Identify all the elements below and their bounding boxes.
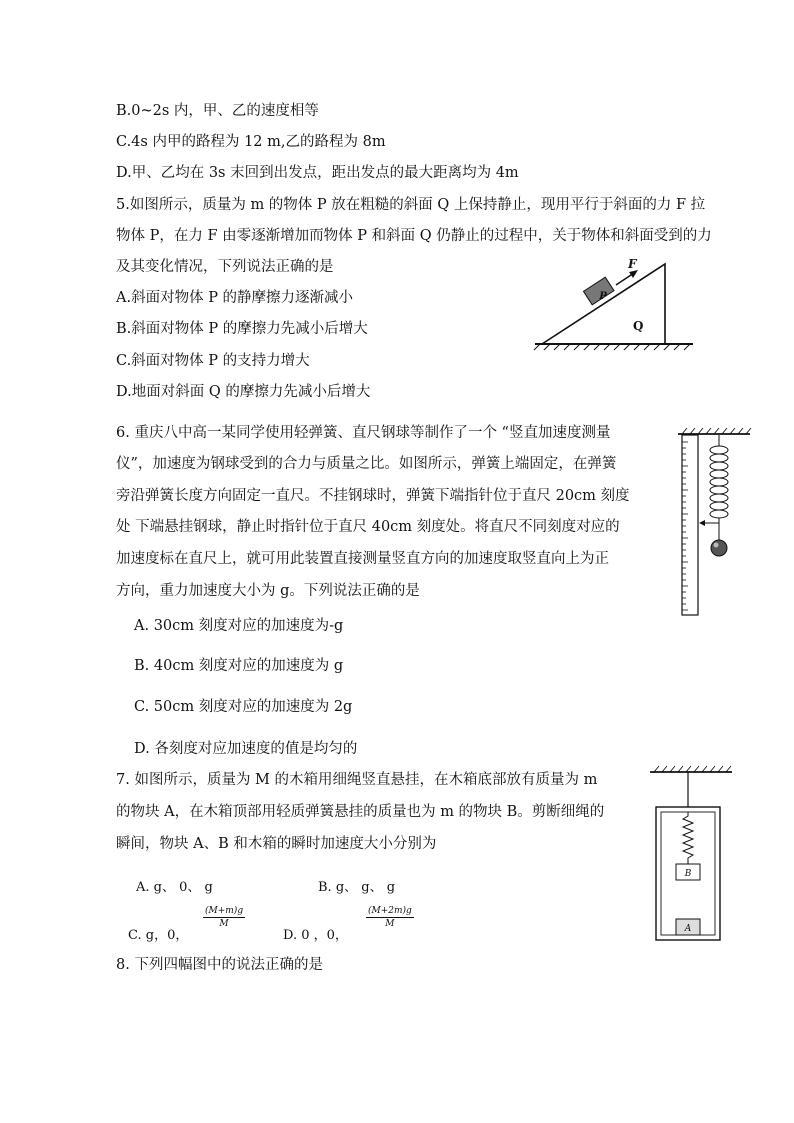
q7-option-c-fraction xyxy=(203,906,245,929)
q6-option-b: B. 40cm 刻度对应的加速度为 g xyxy=(134,658,344,674)
ruler xyxy=(682,435,698,615)
q5-stem-line-1: 5.如图所示，质量为 m 的物体 P 放在粗糙的斜面 Q 上保持静止，现用平行于斜面的力 F 拉 xyxy=(116,197,706,213)
q6-option-c: C. 50cm 刻度对应的加速度为 2g xyxy=(134,699,353,715)
q4-option-b: B.0~2s 内，甲、乙的速度相等 xyxy=(116,103,319,119)
q7-stem-line-2: 的物块 A，在木箱顶部用轻质弹簧悬挂的质量也为 m 的物块 B。剪断细绳的 xyxy=(116,804,605,820)
q7-stem-line-3: 瞬间，物块 A、B 和木箱的瞬时加速度大小分别为 xyxy=(116,836,437,852)
q6-option-d: D. 各刻度对应加速度的值是均匀的 xyxy=(134,741,358,757)
q6-stem-line-6: 方向，重力加速度大小为 g。下列说法正确的是 xyxy=(116,583,420,599)
q5-option-d: D.地面对斜面 Q 的摩擦力先减小后增大 xyxy=(116,384,371,400)
q8-stem: 8. 下列四幅图中的说法正确的是 xyxy=(116,957,323,973)
q6-stem-line-5: 加速度标在直尺上，就可用此装置直接测量竖直方向的加速度取竖直向上为正 xyxy=(116,551,609,567)
block-p-label: P xyxy=(599,291,607,302)
q6-stem-line-3: 旁沿弹簧长度方向固定一直尺。不挂钢球时，弹簧下端指针位于直尺 20cm 刻度 xyxy=(116,488,630,504)
q7-option-d-prefix: D. 0 ，0， xyxy=(283,928,348,943)
steel-ball xyxy=(711,540,727,556)
q6-stem-line-4: 处 下端悬挂钢球，静止时指针位于直尺 40cm 刻度处。将直尺不同刻度对应的 xyxy=(116,519,620,535)
incline-label: Q xyxy=(633,319,644,333)
spring-coils xyxy=(710,435,728,542)
ceiling-hatching-q7 xyxy=(654,766,731,772)
q5-option-a: A.斜面对物体 P 的静摩擦力逐渐减小 xyxy=(116,290,354,306)
q7-option-d-denominator: M xyxy=(385,919,395,929)
q6-stem-line-1: 6. 重庆八中高一某同学使用轻弹簧、直尺钢球等制作了一个 “竖直加速度测量 xyxy=(116,425,611,441)
q7-option-d-numerator: (M+2m)g xyxy=(368,906,412,916)
q7-stem-line-1: 7. 如图所示，质量为 M 的木箱用细绳竖直悬挂，在木箱底部放有质量为 m xyxy=(116,772,598,788)
block-b-label: B xyxy=(684,869,692,879)
q4-option-c: C.4s 内甲的路程为 12 m,乙的路程为 8m xyxy=(116,134,386,150)
incline-q xyxy=(542,264,665,344)
force-label: F xyxy=(628,257,637,271)
q5-option-b: B.斜面对物体 P 的摩擦力先减小后增大 xyxy=(116,321,368,337)
pointer-arrowhead xyxy=(699,520,705,526)
q5-stem-line-2: 物体 P，在力 F 由零逐渐增加而物体 P 和斜面 Q 仍静止的过程中，关于物体和斜面受到的力 xyxy=(116,228,712,244)
incline-figure xyxy=(530,255,700,355)
q7-option-c-denominator: M xyxy=(219,919,229,929)
q7-option-c-prefix: C. g，0， xyxy=(128,928,189,943)
block-a-label: A xyxy=(684,924,692,934)
q5-option-c: C.斜面对物体 P 的支持力增大 xyxy=(116,353,310,369)
q7-option-b: B. g、 g、 g xyxy=(318,880,396,895)
q7-option-a: A. g、 0、 g xyxy=(136,880,213,895)
spring-ruler-figure xyxy=(674,426,754,618)
q6-option-a: A. 30cm 刻度对应的加速度为-g xyxy=(134,618,344,634)
q5-stem-line-3: 及其变化情况，下列说法正确的是 xyxy=(116,259,334,275)
ball-highlight xyxy=(714,543,719,548)
box-figure xyxy=(646,764,736,944)
q4-option-d: D.甲、乙均在 3s 末回到出发点，距出发点的最大距离均为 4m xyxy=(116,165,519,181)
force-arrowhead xyxy=(629,270,638,278)
q7-option-d-fraction xyxy=(366,906,414,929)
q6-stem-line-2: 仪”，加速度为钢球受到的合力与质量之比。如图所示，弹簧上端固定，在弹簧 xyxy=(116,456,617,472)
q7-option-c-numerator: (M+m)g xyxy=(205,906,244,916)
